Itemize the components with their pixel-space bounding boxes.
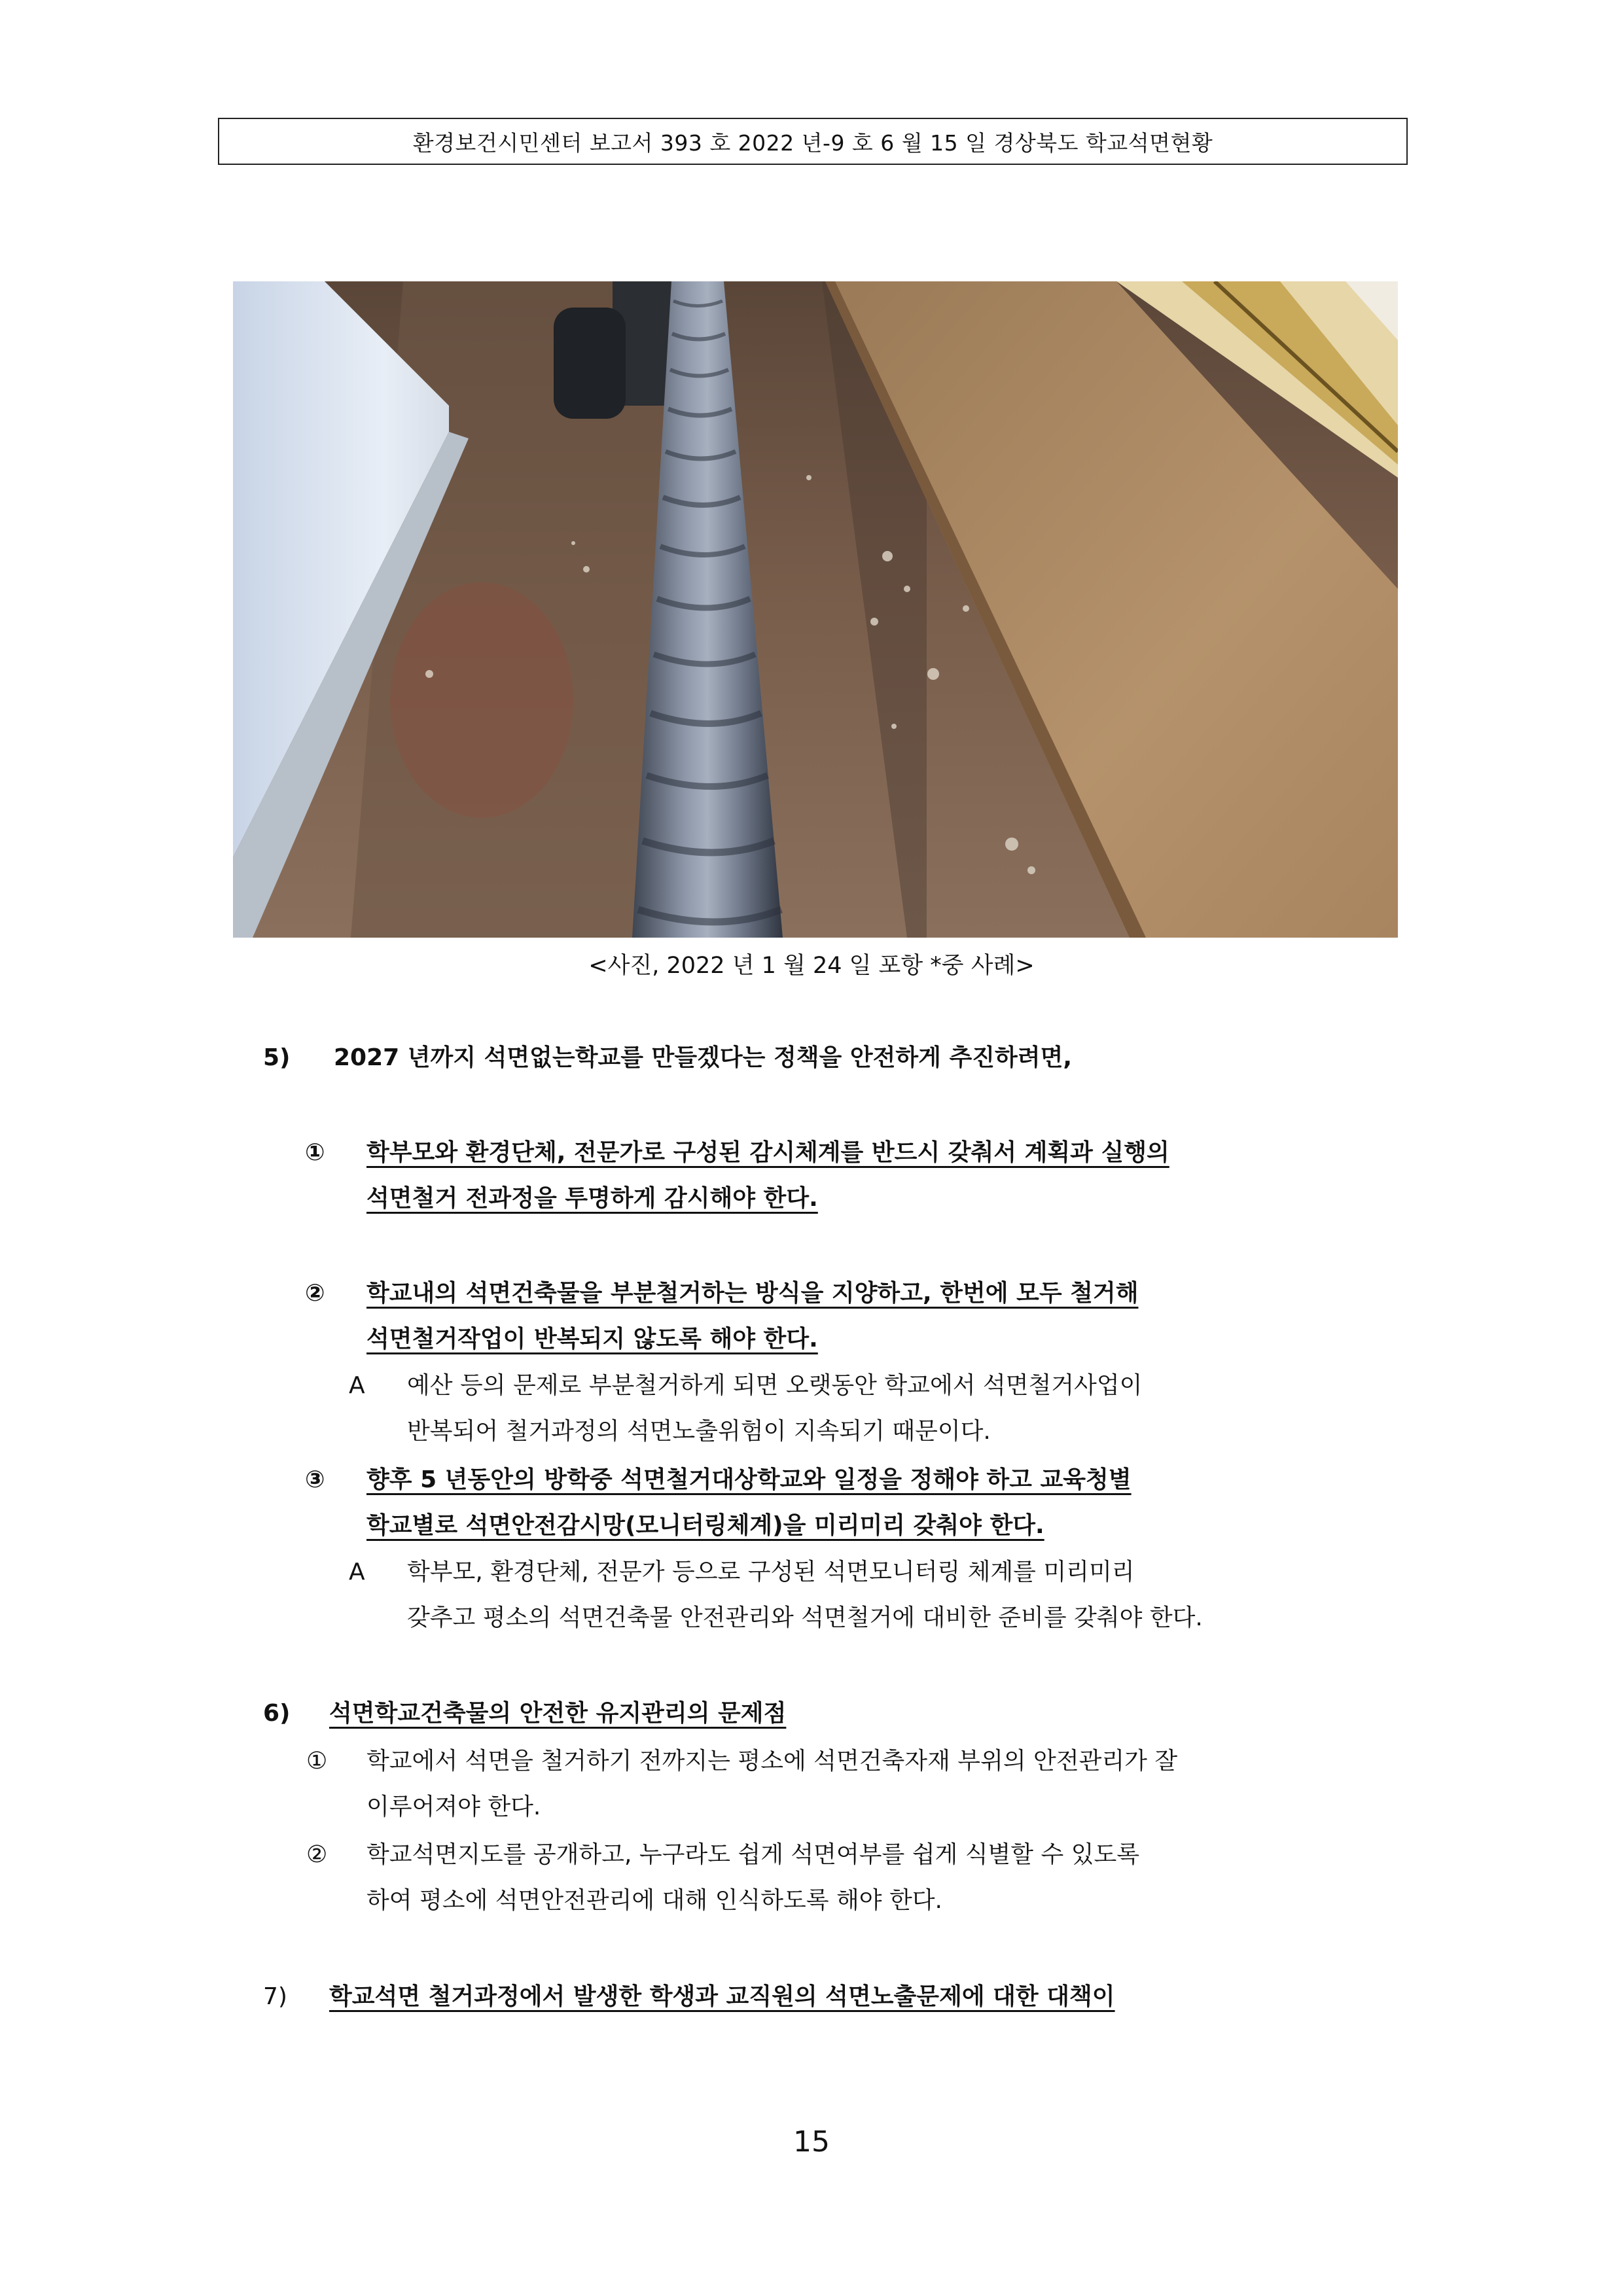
section-7-number: 7) xyxy=(263,1983,287,2010)
section-7-title: 학교석면 철거과정에서 발생한 학생과 교직원의 석면노출문제에 대한 대책이 xyxy=(329,1983,1115,2010)
section-5-title: 2027 년까지 석면없는학교를 만들겠다는 정책을 안전하게 추진하려면, xyxy=(334,1044,1073,1071)
section-5-item-3-marker: ③ xyxy=(305,1466,325,1493)
pipe-photo-illustration xyxy=(233,281,1398,938)
section-6-item-2-line-1: 학교석면지도를 공개하고, 누구라도 쉽게 석면여부를 쉽게 식별할 수 있도록 xyxy=(366,1841,1140,1868)
report-header-text: 환경보건시민센터 보고서 393 호 2022 년-9 호 6 월 15 일 경상북도 학교석면현황 xyxy=(412,130,1213,156)
section-5-item-2-sub-line-2: 반복되어 철거과정의 석면노출위험이 지속되기 때문이다. xyxy=(407,1418,991,1445)
section-6-item-1-line-2: 이루어져야 한다. xyxy=(366,1793,541,1820)
section-5-number: 5) xyxy=(263,1044,291,1071)
section-5-item-2-sub-marker: A xyxy=(349,1372,365,1399)
section-5-item-1-line-2: 석면철거 전과정을 투명하게 감시해야 한다. xyxy=(366,1185,818,1212)
photo-caption: <사진, 2022 년 1 월 24 일 포항 *중 사례> xyxy=(588,953,1035,979)
section-6-item-2-marker: ② xyxy=(306,1841,328,1868)
report-header xyxy=(218,118,1408,165)
section-6-item-1-line-1: 학교에서 석면을 철거하기 전까지는 평소에 석면건축자재 부위의 안전관리가 잘 xyxy=(366,1748,1178,1775)
site-photo xyxy=(233,281,1398,938)
section-6-item-2-line-2: 하여 평소에 석면안전관리에 대해 인식하도록 해야 한다. xyxy=(366,1887,942,1914)
section-6-item-1-marker: ① xyxy=(306,1748,328,1775)
section-5-item-3-line-2: 학교별로 석면안전감시망(모니터링체계)을 미리미리 갖춰야 한다. xyxy=(366,1512,1044,1539)
section-6-title: 석면학교건축물의 안전한 유지관리의 문제점 xyxy=(329,1700,787,1727)
page-number: 15 xyxy=(793,2125,830,2159)
section-5-item-2-marker: ② xyxy=(305,1280,325,1307)
section-5-item-3-sub-line-1: 학부모, 환경단체, 전문가 등으로 구성된 석면모니터링 체계를 미리미리 xyxy=(407,1559,1135,1585)
section-5-item-3-sub-line-2: 갖추고 평소의 석면건축물 안전관리와 석면철거에 대비한 준비를 갖춰야 한다. xyxy=(407,1604,1203,1631)
section-6-number: 6) xyxy=(263,1700,291,1727)
section-5-item-2-sub-line-1: 예산 등의 문제로 부분철거하게 되면 오랫동안 학교에서 석면철거사업이 xyxy=(407,1372,1143,1399)
section-5-item-1-marker: ① xyxy=(305,1139,325,1166)
section-5-item-2-line-1: 학교내의 석면건축물을 부분철거하는 방식을 지양하고, 한번에 모두 철거해 xyxy=(366,1280,1139,1307)
section-5-item-2-line-2: 석면철거작업이 반복되지 않도록 해야 한다. xyxy=(366,1326,818,1352)
section-5-item-3-sub-marker: A xyxy=(349,1559,365,1585)
section-5-item-1-line-1: 학부모와 환경단체, 전문가로 구성된 감시체계를 반드시 갖춰서 계획과 실행의 xyxy=(366,1139,1169,1166)
section-5-item-3-line-1: 향후 5 년동안의 방학중 석면철거대상학교와 일정을 정해야 하고 교육청별 xyxy=(366,1466,1132,1493)
